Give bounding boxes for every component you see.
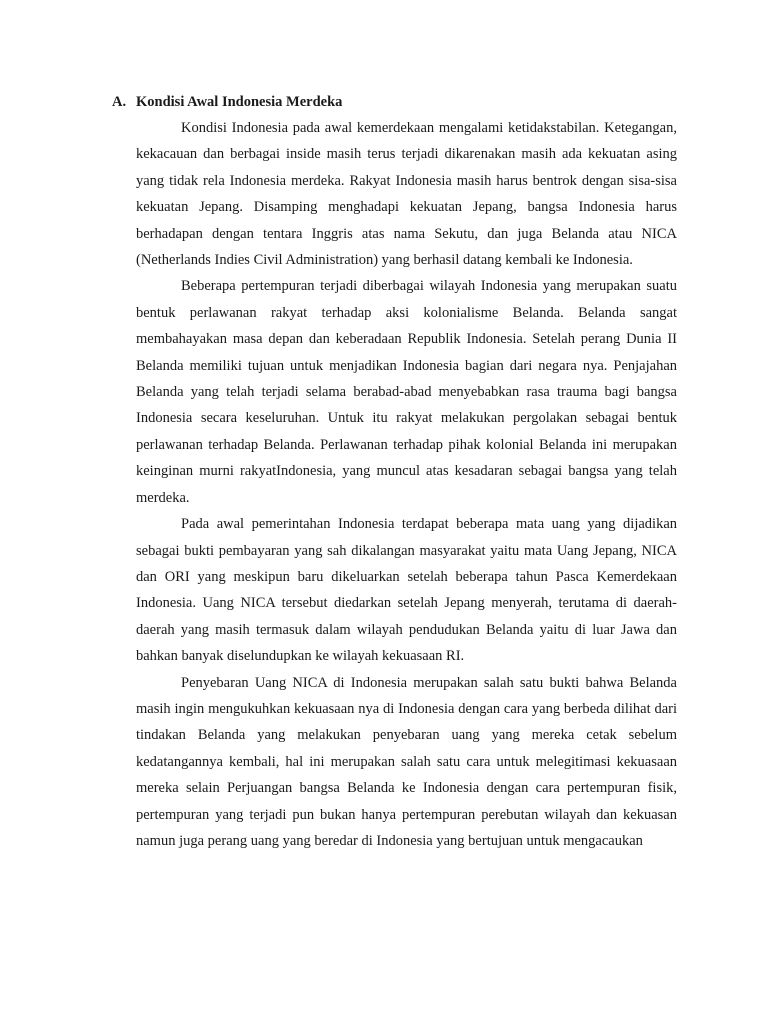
paragraph-3: Pada awal pemerintahan Indonesia terdapat beberapa mata uang yang dijadikan sebagai bukti pembayaran yang sah dikalangan masyarakat yaitu mata Uang Jepang, NICA dan ORI yang meskipun baru dikeluarkan setelah beberapa tahun Pasca Kemerdekaan Indonesia. Uang NICA tersebut diedarkan setelah Jepang menyerah, terutama di daerah-daerah yang masih termasuk dalam wilayah pendudukan Belanda yaitu di luar Jawa dan bahkan banyak diselundupkan ke wilayah kekuasaan RI. [136, 516, 677, 665]
paragraph-4: Penyebaran Uang NICA di Indonesia merupakan salah satu bukti bahwa Belanda masih ingin mengukuhkan kekuasaan nya di Indonesia dengan cara yang berbeda dilihat dari tindakan Belanda yang melakukan penyebaran uang yang mereka cetak sebelum kedatangannya kembali, hal ini merupakan salah satu cara untuk melegitimasi kekuasaan mereka selain Perjuangan bangsa Belanda ke Indonesia dengan cara pertempuran fisik, pertempuran yang terjadi pun bukan hanya pertempuran perebutan wilayah dan kekuasan namun juga perang uang yang beredar di Indonesia yang bertujuan untuk mengacaukan [136, 674, 677, 849]
section-heading [112, 92, 342, 112]
body-text [136, 115, 677, 854]
section-marker: A. [112, 94, 127, 110]
paragraph-1: Kondisi Indonesia pada awal kemerdekaan mengalami ketidakstabilan. Ketegangan, kekacauan dan berbagai inside masih terus terjadi dikarenakan masih ada kekuatan asing yang tidak rela Indonesia merdeka. Rakyat Indonesia masih harus bentrok dengan sisa-sisa kekuatan Jepang. Disamping menghadapi kekuatan Jepang, bangsa Indonesia harus berhadapan dengan tentara Inggris atas nama Sekutu, dan juga Belanda atau NICA (Netherlands Indies Civil Administration) yang berhasil datang kembali ke Indonesia. [136, 120, 677, 269]
section-title: Kondisi Awal Indonesia Merdeka [136, 94, 343, 110]
paragraph-2: Beberapa pertempuran terjadi diberbagai wilayah Indonesia yang merupakan suatu bentuk perlawanan rakyat terhadap aksi kolonialisme Belanda. Belanda sangat membahayakan masa depan dan keberadaan Republik Indonesia. Setelah perang Dunia II Belanda memiliki tujuan untuk menjadikan Indonesia bagian dari negara nya. Penjajahan Belanda yang telah terjadi selama berabad-abad menyebabkan rasa trauma bagi bangsa Indonesia secara keseluruhan. Untuk itu rakyat melakukan pergolakan sebagai bentuk perlawanan terhadap Belanda. Perlawanan terhadap pihak kolonial Belanda ini merupakan keinginan murni rakyatIndonesia, yang muncul atas kesadaran sebagai bangsa yang telah merdeka. [136, 278, 677, 506]
